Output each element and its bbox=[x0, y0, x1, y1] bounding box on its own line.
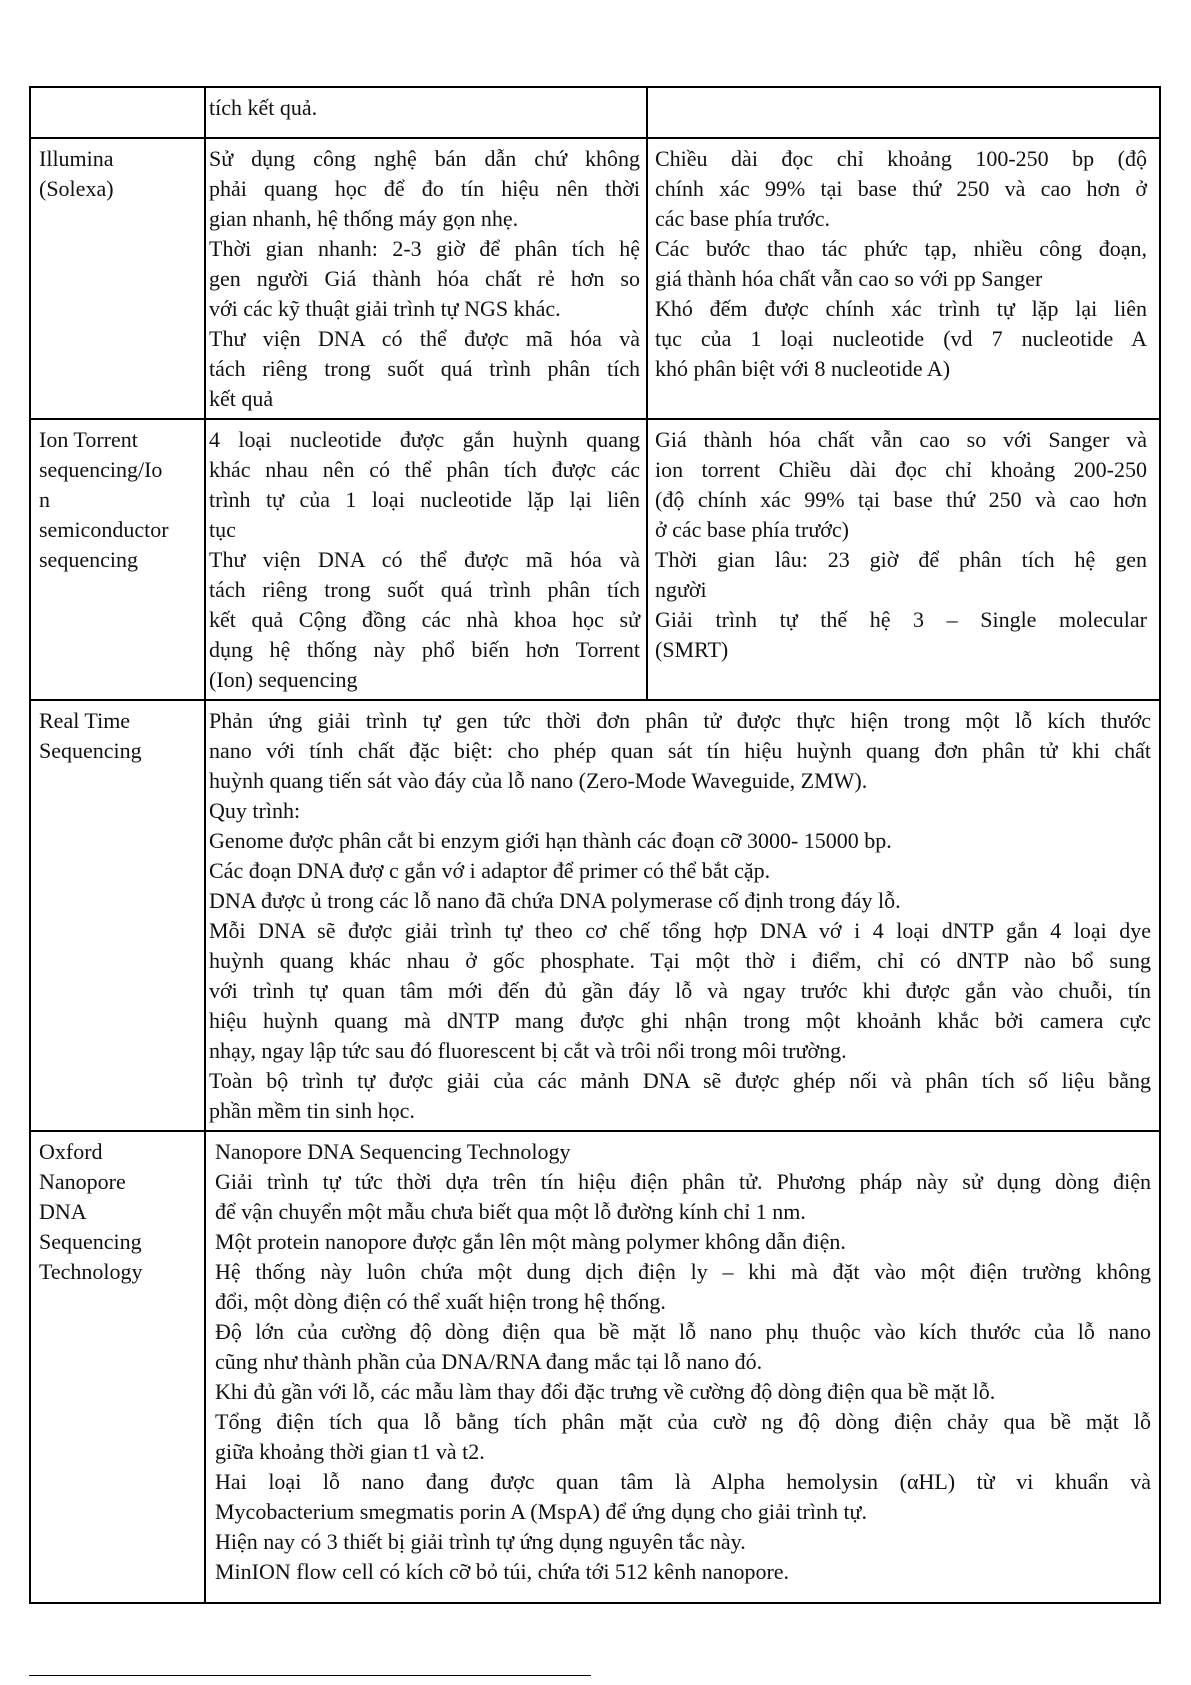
text-line: Toàn bộ trình tự được giải của các mảnh DNA sẽ được ghép nối và phân tích số liệu bằng bbox=[209, 1068, 1151, 1093]
technology-name-line: DNA bbox=[39, 1199, 87, 1224]
text-line: huỳnh quang khác nhau ở gốc phosphate. Tại một thờ i điểm, chỉ có dNTP nào bổ sung bbox=[209, 948, 1151, 973]
text-line: Một protein nanopore được gắn lên một màng polymer không dẫn điện. bbox=[215, 1229, 846, 1254]
table-row bbox=[30, 419, 1160, 700]
technology-name-line: Technology bbox=[39, 1259, 143, 1284]
text-line: Mỗi DNA sẽ được giải trình tự theo cơ chế tổng hợp DNA vớ i 4 loại dNTP gắn 4 loại dye bbox=[209, 918, 1151, 943]
text-line: Các đoạn DNA đượ c gắn vớ i adaptor để primer có thể bắt cặp. bbox=[209, 858, 771, 883]
text-line: phần mềm tin sinh học. bbox=[209, 1098, 415, 1123]
technology-name-line: Ion Torrent bbox=[39, 427, 138, 452]
text-line: Thời gian nhanh: 2-3 giờ để phân tích hệ bbox=[209, 236, 640, 261]
table-body bbox=[30, 87, 1160, 1603]
text-line: Hệ thống này luôn chứa một dung dịch điện ly – khi mà đặt vào một điện trường không bbox=[215, 1259, 1151, 1284]
text-line: tục của 1 loại nucleotide (vd 7 nucleotide A bbox=[655, 326, 1147, 351]
text-line: Hai loại lỗ nano đang được quan tâm là Alpha hemolysin (αHL) từ vi khuẩn và bbox=[215, 1469, 1151, 1494]
text-line: Genome được phân cắt bi enzym giới hạn thành các đoạn cỡ 3000- 15000 bp. bbox=[209, 828, 892, 853]
technology-name-cell bbox=[30, 419, 205, 700]
text-line: hiệu huỳnh quang mà dNTP mang được ghi nhận trong một khoảnh khắc bởi camera cực bbox=[209, 1008, 1151, 1033]
text-line: giữa khoảng thời gian t1 và t2. bbox=[215, 1439, 485, 1464]
text-line: Giá thành hóa chất vẫn cao so với Sanger và bbox=[655, 427, 1147, 452]
text-line: giá thành hóa chất vẫn cao so với pp Sanger bbox=[655, 266, 1043, 291]
text-line: Nanopore DNA Sequencing Technology bbox=[215, 1139, 571, 1164]
technology-name-line: sequencing bbox=[39, 547, 138, 572]
text-line: kết quả bbox=[209, 386, 274, 411]
text-line: Mycobacterium smegmatis porin A (MspA) để ứng dụng cho giải trình tự. bbox=[215, 1499, 867, 1524]
description-cell bbox=[205, 1131, 1160, 1603]
text-line: khó phân biệt với 8 nucleotide A) bbox=[655, 356, 951, 381]
text-line: khác nhau nên có thể phân tích được các bbox=[209, 457, 640, 482]
text-line: ion torrent Chiều dài đọc chỉ khoảng 200-250 bbox=[655, 457, 1147, 482]
sequencing-comparison-table bbox=[29, 86, 1161, 1604]
text-line: Tổng điện tích qua lỗ bằng tích phân mặt của cườ ng độ dòng điện chảy qua bề mặt lỗ bbox=[215, 1409, 1151, 1434]
description-cell bbox=[205, 700, 1160, 1131]
technology-name-line: n bbox=[39, 487, 50, 512]
text-line: Giải trình tự tức thời dựa trên tín hiệu điện phân tử. Phương pháp này sử dụng dòng điện bbox=[215, 1169, 1151, 1194]
text-line: với các kỹ thuật giải trình tự NGS khác. bbox=[209, 296, 561, 321]
text-line: với trình tự quan tâm mới đến đủ gần đáy lỗ và ngay trước khi được gắn vào chuỗi, tín bbox=[209, 978, 1151, 1003]
text-line: ở các base phía trước) bbox=[655, 517, 849, 542]
technology-name-line: sequencing/Io bbox=[39, 457, 163, 482]
text-line: đổi, một dòng điện có thể xuất hiện trong hệ thống. bbox=[215, 1289, 666, 1314]
technology-name-cell bbox=[30, 138, 205, 419]
text-line: nhạy, ngay lập tức sau đó fluorescent bị cắt và trôi nổi trong môi trường. bbox=[209, 1038, 847, 1063]
text-line: (Ion) sequencing bbox=[209, 667, 358, 692]
text-line: Hiện nay có 3 thiết bị giải trình tự ứng dụng nguyên tắc này. bbox=[215, 1529, 746, 1554]
advantages-cell bbox=[205, 138, 647, 419]
text-line: gen người Giá thành hóa chất rẻ hơn so bbox=[209, 266, 640, 291]
text-line: Quy trình: bbox=[209, 798, 301, 823]
text-line: Các bước thao tác phức tạp, nhiều công đoạn, bbox=[655, 236, 1147, 261]
text-line: chính xác 99% tại base thứ 250 và cao hơn ở bbox=[655, 176, 1147, 201]
technology-name-line: Sequencing bbox=[39, 738, 142, 763]
text-line: 4 loại nucleotide được gắn huỳnh quang bbox=[209, 427, 640, 452]
text-line: Giải trình tự thế hệ 3 – Single molecular bbox=[655, 607, 1147, 632]
technology-name-line: semiconductor bbox=[39, 517, 169, 542]
technology-name-line: Nanopore bbox=[39, 1169, 126, 1194]
text-line: các base phía trước. bbox=[655, 206, 831, 231]
text-line: phải quang học để đo tín hiệu nên thời bbox=[209, 176, 640, 201]
text-line: Sử dụng công nghệ bán dẫn chứ không bbox=[209, 146, 640, 171]
text-line: tách riêng trong suốt quá trình phân tích bbox=[209, 356, 640, 381]
table-row bbox=[30, 87, 1160, 138]
disadvantages-cell bbox=[647, 138, 1160, 419]
text-line: MinION flow cell có kích cỡ bỏ túi, chứa tới 512 kênh nanopore. bbox=[215, 1559, 790, 1584]
text-line: để vận chuyển một mẫu chưa biết qua một lỗ đường kính chỉ 1 nm. bbox=[215, 1199, 806, 1224]
text-line: gian nhanh, hệ thống máy gọn nhẹ. bbox=[209, 206, 519, 231]
text-line: Thời gian lâu: 23 giờ để phân tích hệ gen bbox=[655, 547, 1147, 572]
advantages-cell bbox=[205, 87, 647, 138]
text-line: người bbox=[655, 577, 707, 602]
text-line: huỳnh quang tiến sát vào đáy của lỗ nano (Zero-Mode Waveguide, ZMW). bbox=[209, 768, 868, 793]
technology-name-cell bbox=[30, 700, 205, 1131]
table-row bbox=[30, 700, 1160, 1131]
disadvantages-cell bbox=[647, 87, 1160, 138]
disadvantages-cell bbox=[647, 419, 1160, 700]
technology-name-cell bbox=[30, 1131, 205, 1603]
text-line: Chiều dài đọc chỉ khoảng 100-250 bp (độ bbox=[655, 146, 1147, 171]
text-line: DNA được ủ trong các lỗ nano đã chứa DNA polymerase cố định trong đáy lỗ. bbox=[209, 888, 901, 913]
text-line: Khó đếm được chính xác trình tự lặp lại liên bbox=[655, 296, 1147, 321]
text-line: (độ chính xác 99% tại base thứ 250 và cao hơn bbox=[655, 487, 1147, 512]
text-line: tích kết quả. bbox=[209, 95, 318, 120]
technology-name-line: Oxford bbox=[39, 1139, 103, 1164]
text-line: tục bbox=[209, 517, 236, 542]
text-line: cũng như thành phần của DNA/RNA đang mắc tại lỗ nano đó. bbox=[215, 1349, 763, 1374]
technology-name-cell bbox=[30, 87, 205, 138]
text-line: nano với tính chất đặc biệt: cho phép quan sát tín hiệu huỳnh quang đơn phân tử khi chất bbox=[209, 738, 1151, 763]
text-line: dụng hệ thống này phổ biến hơn Torrent bbox=[209, 637, 640, 662]
text-line: tách riêng trong suốt quá trình phân tích bbox=[209, 577, 640, 602]
technology-name-line: Real Time bbox=[39, 708, 131, 733]
text-line: (SMRT) bbox=[655, 637, 729, 662]
text-line: kết quả Cộng đồng các nhà khoa học sử bbox=[209, 607, 640, 632]
footnote-separator bbox=[29, 1675, 591, 1676]
text-line: Khi đủ gần với lỗ, các mẫu làm thay đổi đặc trưng về cường độ dòng điện qua bề mặt lỗ. bbox=[215, 1379, 996, 1404]
text-line: Độ lớn của cường độ dòng điện qua bề mặt lỗ nano phụ thuộc vào kích thước của lỗ nano bbox=[215, 1319, 1151, 1344]
text-line: Thư viện DNA có thể được mã hóa và bbox=[209, 326, 640, 351]
technology-name-line: Illumina bbox=[39, 146, 114, 171]
text-line: trình tự của 1 loại nucleotide lặp lại liên bbox=[209, 487, 640, 512]
technology-name-line: (Solexa) bbox=[39, 176, 114, 201]
advantages-cell bbox=[205, 419, 647, 700]
table-row bbox=[30, 138, 1160, 419]
text-line: Phản ứng giải trình tự gen tức thời đơn phân tử được thực hiện trong một lỗ kích thước bbox=[209, 708, 1151, 733]
text-line: Thư viện DNA có thể được mã hóa và bbox=[209, 547, 640, 572]
technology-name-line: Sequencing bbox=[39, 1229, 142, 1254]
table-row bbox=[30, 1131, 1160, 1603]
